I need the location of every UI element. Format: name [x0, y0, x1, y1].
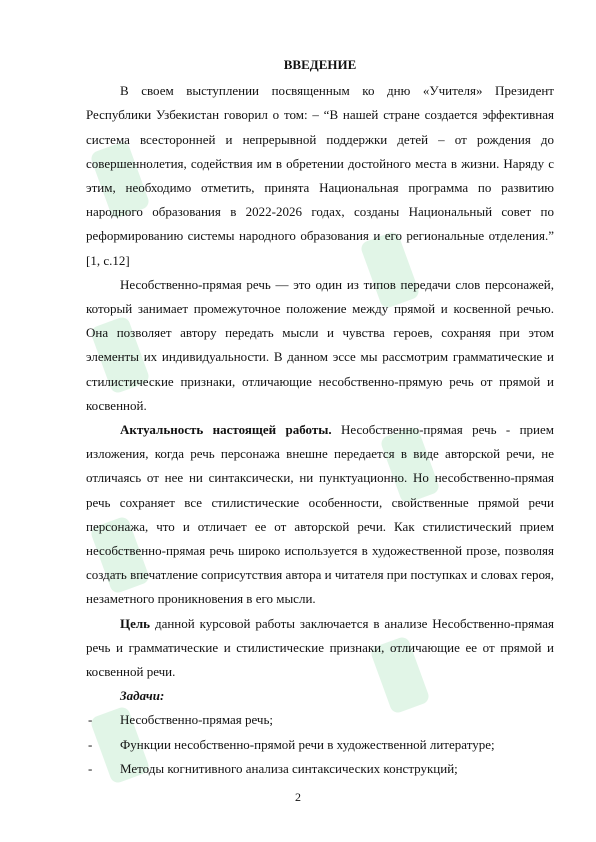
bullet-dash: - [88, 760, 93, 776]
paragraph-definition: Несобственно-прямая речь — это один из типов передачи слов персонажей, который занимает промежуточное положение между прямой и косвенной речью. Она позволяет автору передать мысли и чувства героев, сохраняя при этом элементы их индивидуальности. В данном эссе мы рассмотрим грамматические и стилистические признаки, отличающие несобственно-прямую речь от прямой и косвенной. [86, 276, 554, 413]
bullet-dash: - [88, 736, 93, 752]
list-item [86, 757, 554, 781]
paragraph-relevance [86, 418, 554, 612]
task-text: Функции несобственно-прямой речи в художественной литературе; [120, 736, 495, 752]
tasks-heading-line [86, 684, 554, 708]
goal-heading: Цель [120, 615, 151, 631]
goal-text: данной курсовой работы заключается в анализе Несобственно-прямая речь и грамматические и стилистические признаки, отличающие ее от прямой и косвенной речи. [86, 615, 554, 680]
paragraph-intro: В своем выступлении посвященным ко дню «Учителя» Президент Республики Узбекистан говорил о том: – “В нашей стране создается эффективная система всесторонней и непрерывной поддержки детей – от рождения до совершеннолетия, содействия им в обретении достойного места в жизни. Наряду с этим, необходимо отметить, принята Национальная программа по развитию народного образования в 2022-2026 годах, созданы Национальный совет по реформированию системы народного образования и его региональные отделения.” [1, с.12] [86, 83, 554, 268]
bullet-dash: - [88, 712, 93, 728]
task-text: Методы когнитивного анализа синтаксических конструкций; [120, 760, 458, 776]
task-text: Несобственно-прямая речь; [120, 712, 273, 728]
section-title: ВВЕДЕНИЕ [283, 57, 357, 72]
list-item [86, 708, 554, 732]
document-body [86, 53, 554, 781]
paragraph-goal [86, 612, 554, 685]
list-item [86, 733, 554, 757]
page-number: 2 [295, 790, 301, 804]
tasks-heading: Задачи: [120, 688, 165, 704]
relevance-heading: Актуальность настоящей работы. [120, 422, 332, 438]
relevance-text: Несобственно-прямая речь - прием изложения, когда речь персонажа внешне передается в виде авторской речи, не отличаясь от нее ни синтаксически, ни пунктуационно. Но несобственно-прямая речь сохраняет все стилистические особенности, свойственные прямой речи персонажа, что и отличает ее от авторской речи. Как стилистический прием несобственно-прямая речь широко используется в художественной прозе, позволяя создать впечатление соприсутствия автора и читателя при поступках и словах героя, незаметного проникновения в его мысли. [86, 422, 554, 607]
tasks-list [86, 708, 554, 781]
